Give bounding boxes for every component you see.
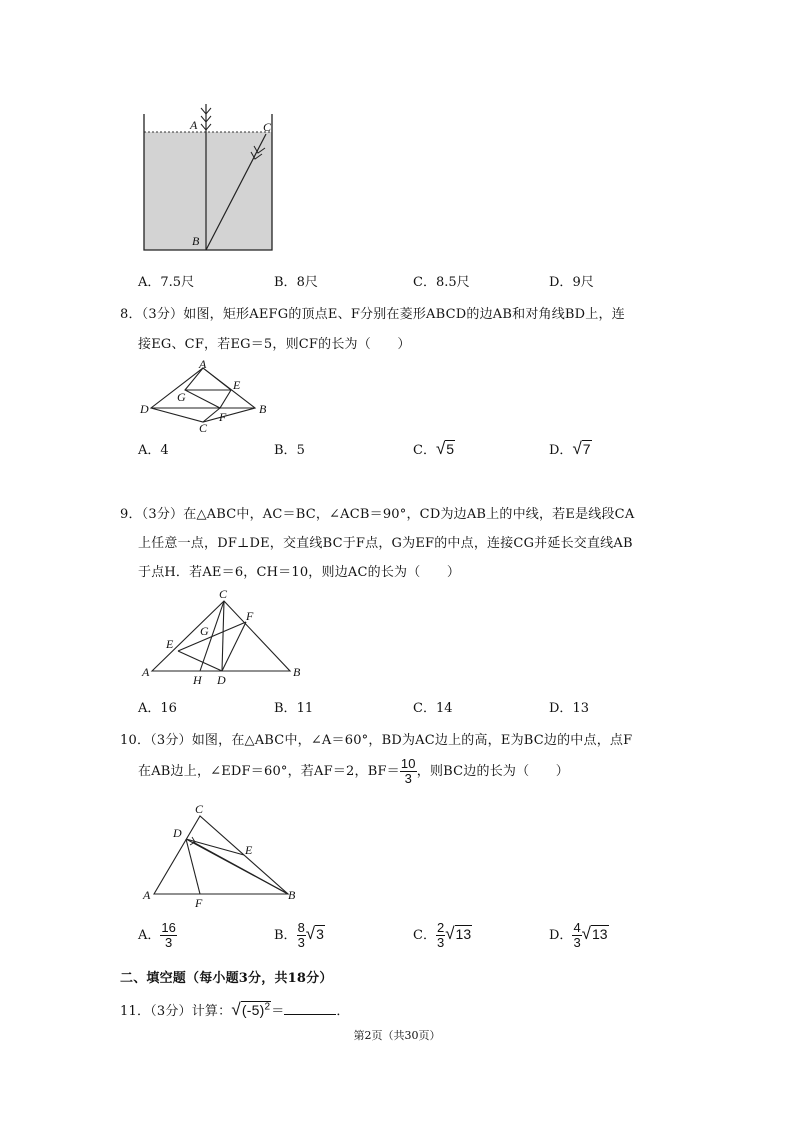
label-c: C (263, 120, 272, 134)
sqrt-symbol: √5 (435, 439, 455, 458)
fraction: $\frac{2}{3}$ (436, 920, 445, 950)
q9-option-a[interactable]: A．16 (138, 701, 177, 716)
q9-stem-line1: 9．（3分）在△ABC中，AC＝BC，∠ACB＝90°，CD为边AB上的中线，若E是线段CA (120, 507, 635, 522)
q7-option-c[interactable]: C．8.5尺 (413, 275, 470, 290)
answer-blank[interactable] (284, 1002, 336, 1015)
q10-options (138, 921, 698, 955)
q9-figure (138, 585, 308, 685)
triangle-abc (152, 601, 290, 671)
q9-options (138, 697, 698, 719)
q8-stem-line1: 8．（3分）如图，矩形AEFG的顶点E、F分别在菱形ABCD的边AB和对角线BD上，连 (120, 307, 625, 322)
label-h: H (193, 673, 202, 687)
label-c: C (199, 421, 208, 435)
label-a: A (142, 665, 150, 679)
fraction: $\frac{16}{3}$ (161, 920, 176, 950)
label-g: G (200, 624, 209, 638)
q10-figure (138, 800, 308, 910)
q10-option-d[interactable]: D． $\frac{4}{3}$ √13 (549, 920, 608, 950)
label-a: A (199, 357, 207, 371)
water-region (144, 132, 272, 250)
q7-options (138, 271, 698, 293)
q7-option-a[interactable]: A．7.5尺 (138, 275, 195, 290)
label-b: B (259, 402, 267, 416)
sqrt-symbol: √13 (445, 924, 472, 943)
q8-options (138, 439, 698, 461)
sqrt-symbol: $√(-5)^2$ (231, 1000, 271, 1019)
label-a: A (190, 118, 198, 132)
segment-df (222, 622, 246, 671)
q9-option-b[interactable]: B．11 (274, 701, 314, 716)
median-cd (222, 601, 224, 671)
label-b: B (293, 665, 301, 679)
q10-stem-line2: 在AB边上，∠EDF＝60°，若AF＝2，BF＝ $\frac{10}{3}$ ，则BC边的长为（ ） (138, 756, 569, 786)
sqrt-symbol: √7 (572, 439, 591, 458)
label-b: B (288, 888, 296, 902)
q10-option-b[interactable]: B． $\frac{8}{3}$ √3 (274, 920, 324, 950)
q8-option-d[interactable]: D．√7 (549, 439, 591, 458)
rectangle-aefg (185, 368, 231, 408)
label-e: E (166, 637, 174, 651)
q9-option-c[interactable]: C．14 (413, 701, 453, 716)
page-footer: 第2页（共30页） (353, 1029, 441, 1042)
label-b: B (192, 234, 200, 248)
label-e: E (245, 843, 253, 857)
q8-stem-line2: 接EG、CF，若EG＝5，则CF的长为（ ） (138, 337, 411, 352)
label-f: F (195, 896, 203, 910)
label-f: F (246, 609, 254, 623)
label-a: A (143, 888, 151, 902)
q7-option-b[interactable]: B．8尺 (274, 275, 318, 290)
q8-option-b[interactable]: B．5 (274, 443, 305, 458)
section-2-title: 二、填空题（每小题3分，共18分） (120, 971, 333, 986)
q9-stem-line2: 上任意一点，DF⊥DE，交直线BC于F点，G为EF的中点，连接CG并延长交直线AB (138, 536, 633, 551)
label-d: D (140, 402, 149, 416)
q8-figure (135, 357, 285, 435)
fraction: $\frac{4}{3}$ (573, 920, 581, 950)
q9-stem-line3: 于点H．若AE＝6，CH＝10，则边AC的长为（ ） (138, 565, 461, 580)
label-f: F (219, 410, 227, 424)
sqrt-symbol: √13 (581, 924, 608, 943)
q7-option-d[interactable]: D．9尺 (549, 275, 594, 290)
label-c: C (219, 587, 228, 601)
segment-eb-tail (193, 842, 288, 894)
label-g: G (177, 390, 186, 404)
fraction-bf: $\frac{10}{3}$ (400, 756, 416, 786)
q7-figure (130, 100, 290, 260)
label-e: E (233, 378, 241, 392)
q8-option-c[interactable]: C．√5 (413, 439, 455, 458)
segment-df (186, 839, 200, 894)
fraction: $\frac{8}{3}$ (297, 920, 305, 950)
label-d: D (173, 826, 182, 840)
q9-option-d[interactable]: D．13 (549, 701, 589, 716)
rhombus-abcd (151, 368, 255, 422)
segment-de (178, 651, 222, 671)
q8-option-a[interactable]: A．4 (138, 443, 169, 458)
sqrt-symbol: √3 (305, 924, 324, 943)
q10-stem-line1: 10．（3分）如图，在△ABC中，∠A＝60°，BD为AC边上的高，E为BC边的中点，点F (120, 733, 633, 748)
q11-stem: 11．（3分）计算：$√(-5)^2=$ ． (120, 1000, 350, 1019)
label-c: C (195, 802, 204, 816)
q10-option-c[interactable]: C． $\frac{2}{3}$ √13 (413, 920, 472, 950)
label-d: D (217, 673, 226, 687)
q10-option-a[interactable]: A． $\frac{16}{3}$ (138, 920, 176, 950)
